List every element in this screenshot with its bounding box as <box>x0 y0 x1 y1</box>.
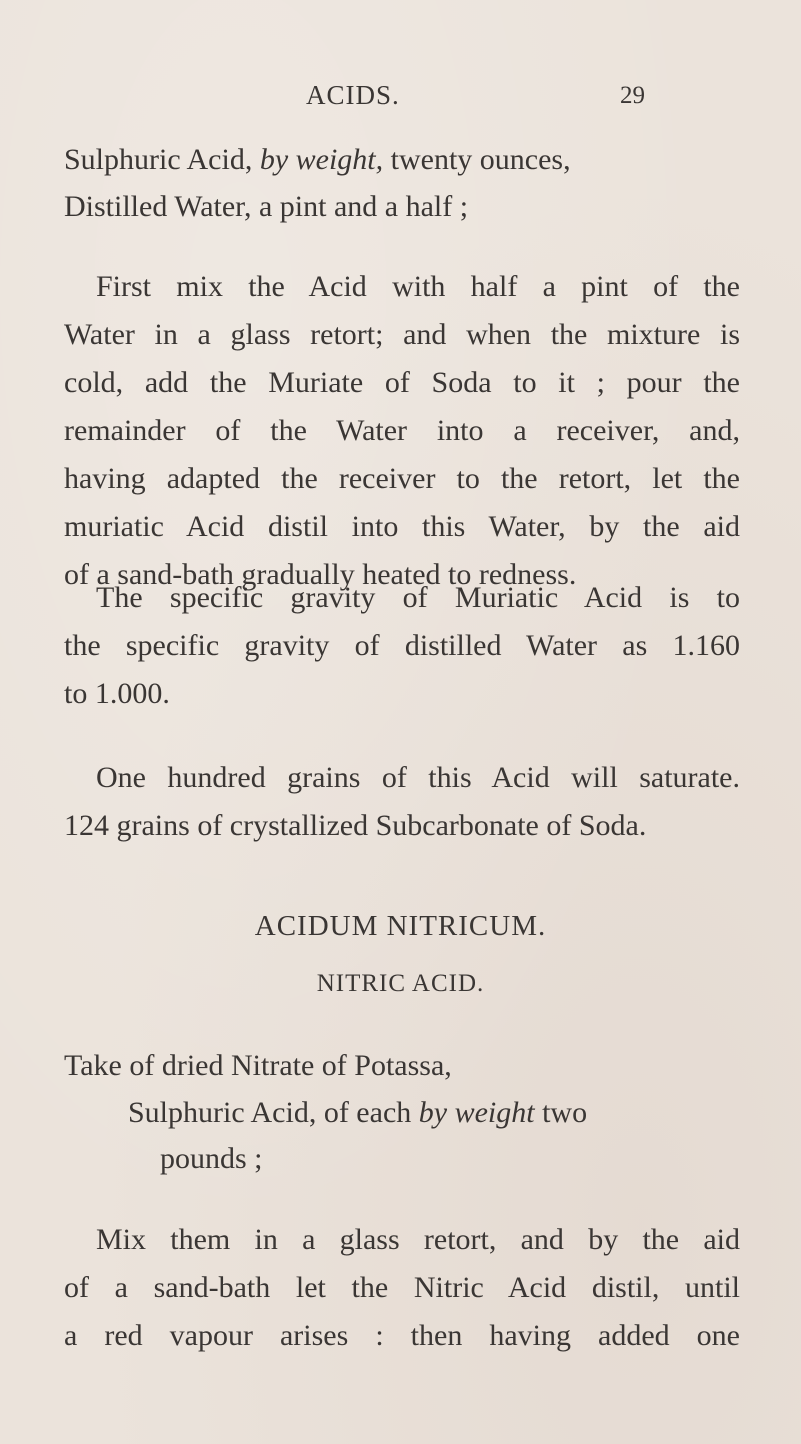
page-header <box>0 80 801 120</box>
text-line: remainder of the Water into a receiver, and, <box>64 414 740 447</box>
ingredient-line <box>128 1089 587 1136</box>
text-line: the specific gravity of distilled Water as 1.160 <box>64 629 740 662</box>
paragraph <box>64 574 740 718</box>
ingredient-name: Sulphuric Acid, of each <box>128 1096 412 1129</box>
ingredient-measure-italic: by weight <box>418 1096 535 1129</box>
text-line: having adapted the receiver to the retort, let the <box>64 462 740 495</box>
text-line: First mix the Acid with half a pint of the <box>96 270 740 303</box>
text-line: cold, add the Muriate of Soda to it ; pour the <box>64 366 740 399</box>
text-line: Mix them in a glass retort, and by the aid <box>96 1223 740 1256</box>
paragraph <box>64 1216 740 1360</box>
ingredient-quantity: two <box>542 1096 588 1129</box>
running-title: ACIDS. <box>306 80 400 110</box>
text-line: One hundred grains of this Acid will saturate. <box>96 761 740 794</box>
text-line: The specific gravity of Muriatic Acid is to <box>96 581 740 614</box>
ingredient-name: Sulphuric Acid, <box>64 143 253 176</box>
text-line: Water in a glass retort; and when the mixture is <box>64 318 740 351</box>
ingredient-measure-italic: by weight, <box>259 143 384 176</box>
section-title: ACIDUM NITRICUM. <box>254 910 547 942</box>
text-line: to 1.000. <box>64 677 170 710</box>
ingredient-quantity: twenty ounces, <box>390 143 571 176</box>
text-line: a red vapour arises : then having added one <box>64 1319 740 1352</box>
page-number: 29 <box>620 82 645 109</box>
text-line: muriatic Acid distil into this Water, by the aid <box>64 510 740 543</box>
ingredient-line: pounds ; <box>160 1142 263 1175</box>
paragraph <box>64 754 740 850</box>
section-subtitle: NITRIC ACID. <box>316 970 485 997</box>
text-line: of a sand-bath let the Nitric Acid distil, until <box>64 1271 740 1304</box>
ingredient-line: Distilled Water, a pint and a half ; <box>64 190 469 223</box>
text-line: of a sand-bath gradually heated to redness. <box>64 558 577 591</box>
text-line: 124 grains of crystallized Subcarbonate of Soda. <box>64 809 647 842</box>
paragraph <box>64 263 740 599</box>
ingredient-line: Take of dried Nitrate of Potassa, <box>64 1049 452 1082</box>
ingredient-line <box>64 136 571 183</box>
